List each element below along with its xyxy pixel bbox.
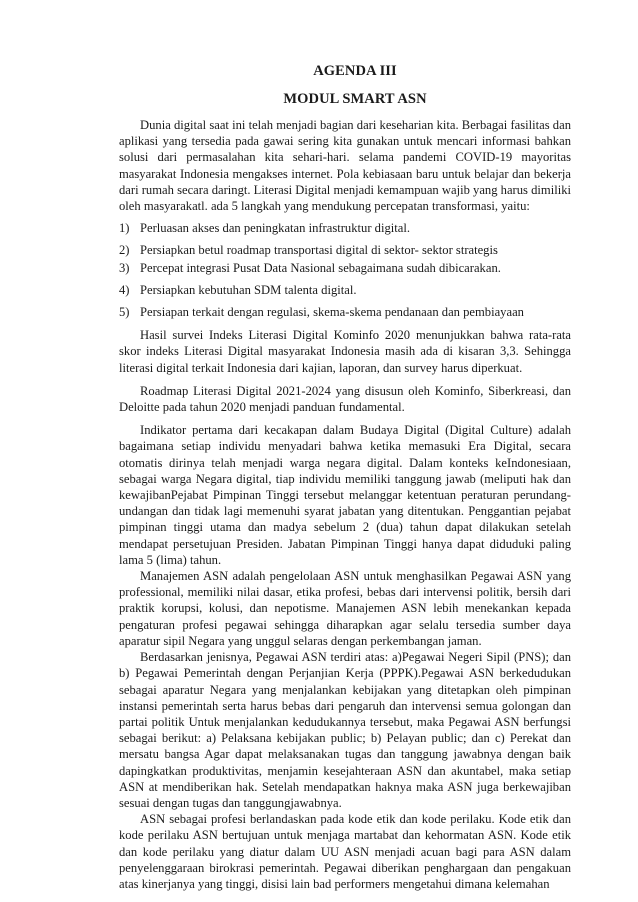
body-paragraph: Manajemen ASN adalah pengelolaan ASN untuk menghasilkan Pegawai ASN yang professional, memiliki nilai dasar, etika profesi, bebas dari intervensi politik, bersih dari praktik korupsi, kolusi, dan nepotisme. Manajemen ASN lebih menekankan kepada pengaturan profesi pegawai sehingga diharapkan agar selalu tersedia sumber daya aparatur sipil Negara yang unggul selaras dengan perkembangan jaman.: [119, 569, 571, 648]
list-item-text: Persiapkan kebutuhan SDM talenta digital.: [140, 282, 357, 297]
list-item: [119, 304, 571, 320]
list-item: [119, 260, 571, 276]
intro-paragraph: Dunia digital saat ini telah menjadi bagian dari keseharian kita. Berbagai fasilitas dan aplikasi yang tersedia pada gawai sering kita gunakan untuk mencari informasi bahkan solusi dari permasalahan kita sehari-hari. selama pandemi COVID-19 mayoritas masyarakat Indonesia mengakses internet. Pola kebiasaan baru untuk belajar dan bekerja dari rumah secara daringt. Literasi Digital menjadi kemampuan wajib yang harus dimiliki oleh masyarakatl. ada 5 langkah yang mendukung percepatan transformasi, yaitu:: [119, 118, 571, 214]
document-page: [119, 63, 571, 892]
list-item: [119, 220, 571, 236]
document-subtitle: MODUL SMART ASN: [283, 91, 427, 107]
body-paragraph: ASN sebagai profesi berlandaskan pada kode etik dan kode perilaku. Kode etik dan kode perilaku ASN bertujuan untuk menjaga martabat dan kehormatan ASN. Kode etik dan kode perilaku yang diatur dalam UU ASN menjadi acuan bagi para ASN dalam penyelenggaraan birokrasi pemerintah. Pegawai diberikan penghargaan dan pengakuan atas kinerjanya yang tinggi, disisi lain bad performers mengetahui dimana kelemahan: [119, 812, 571, 891]
list-item-text: Persiapkan betul roadmap transportasi digital di sektor- sektor strategis: [140, 243, 498, 258]
list-item-number: 5): [119, 305, 130, 320]
list-item-number: 1): [119, 221, 130, 236]
document-title: AGENDA III: [313, 63, 397, 79]
list-item: [119, 242, 571, 258]
list-item-text: Perluasan akses dan peningkatan infrastruktur digital.: [140, 221, 410, 236]
list-item-text: Persiapan terkait dengan regulasi, skema-skema pendanaan dan pembiayaan: [140, 305, 524, 320]
list-item-text: Percepat integrasi Pusat Data Nasional sebagaimana sudah dibicarakan.: [140, 260, 501, 275]
list-item: [119, 282, 571, 298]
steps-list: [119, 220, 571, 320]
list-item-number: 3): [119, 260, 130, 275]
body-paragraph: Indikator pertama dari kecakapan dalam Budaya Digital (Digital Culture) adalah bagaimana setiap individu menyadari bahwa ketika memasuki Era Digital, secara otomatis dirinya telah menjadi warga negara digital. Dalam konteks keIndonesiaan, sebagai warga Negara digital, tiap individu memiliki tanggung jawab (meliputi hak dan kewajibanPejabat Pimpinan Tinggi tersebut melanggar ketentuan peraturan perundang-undangan dan tidak lagi memenuhi syarat jabatan yang ditentukan. Penggantian pejabat pimpinan tinggi utama dan madya sebelum 2 (dua) tahun dapat dilakukan setelah mendapat persetujuan Presiden. Jabatan Pimpinan Tinggi hanya dapat diduduki paling lama 5 (lima) tahun.: [119, 423, 571, 567]
list-item-number: 2): [119, 243, 130, 258]
body-paragraph: Berdasarkan jenisnya, Pegawai ASN terdiri atas: a)Pegawai Negeri Sipil (PNS); dan b) Pegawai Pemerintah dengan Perjanjian Kerja (PPPK).Pegawai ASN berkedudukan sebagai aparatur Negara yang menjalankan kebijakan yang ditetapkan oleh pimpinan instansi pemerintah serta harus bebas dari pengaruh dan intervensi semua golongan dan partai politik Untuk menjalankan kedudukannya tersebut, maka Pegawai ASN berfungsi sebagai berikut: a) Pelaksana kebijakan public; b) Pelayan public; dan c) Perekat dan mersatu bangsa Agar dapat melaksanakan tugas dan tanggung jawabnya dengan baik dapingkatkan produktivitas, menjamin kesejahteraan ASN dan akuntabel, maka setiap ASN at mendiberikan hak. Setelah mendapatkan haknya maka ASN juga berkewajiban sesuai dengan tugas dan tanggungjawabnya.: [119, 650, 571, 810]
list-item-number: 4): [119, 282, 130, 297]
body-paragraph: Roadmap Literasi Digital 2021-2024 yang disusun oleh Kominfo, Siberkreasi, dan Deloitte pada tahun 2020 menjadi panduan fundamental.: [119, 383, 571, 415]
body-paragraph: Hasil survei Indeks Literasi Digital Kominfo 2020 menunjukkan bahwa rata-rata skor indeks Literasi Digital masyarakat Indonesia masih ada di kisaran 3,3. Sehingga literasi digital terkait Indonesia dari kajian, laporan, dan survey harus diperkuat.: [119, 328, 571, 375]
